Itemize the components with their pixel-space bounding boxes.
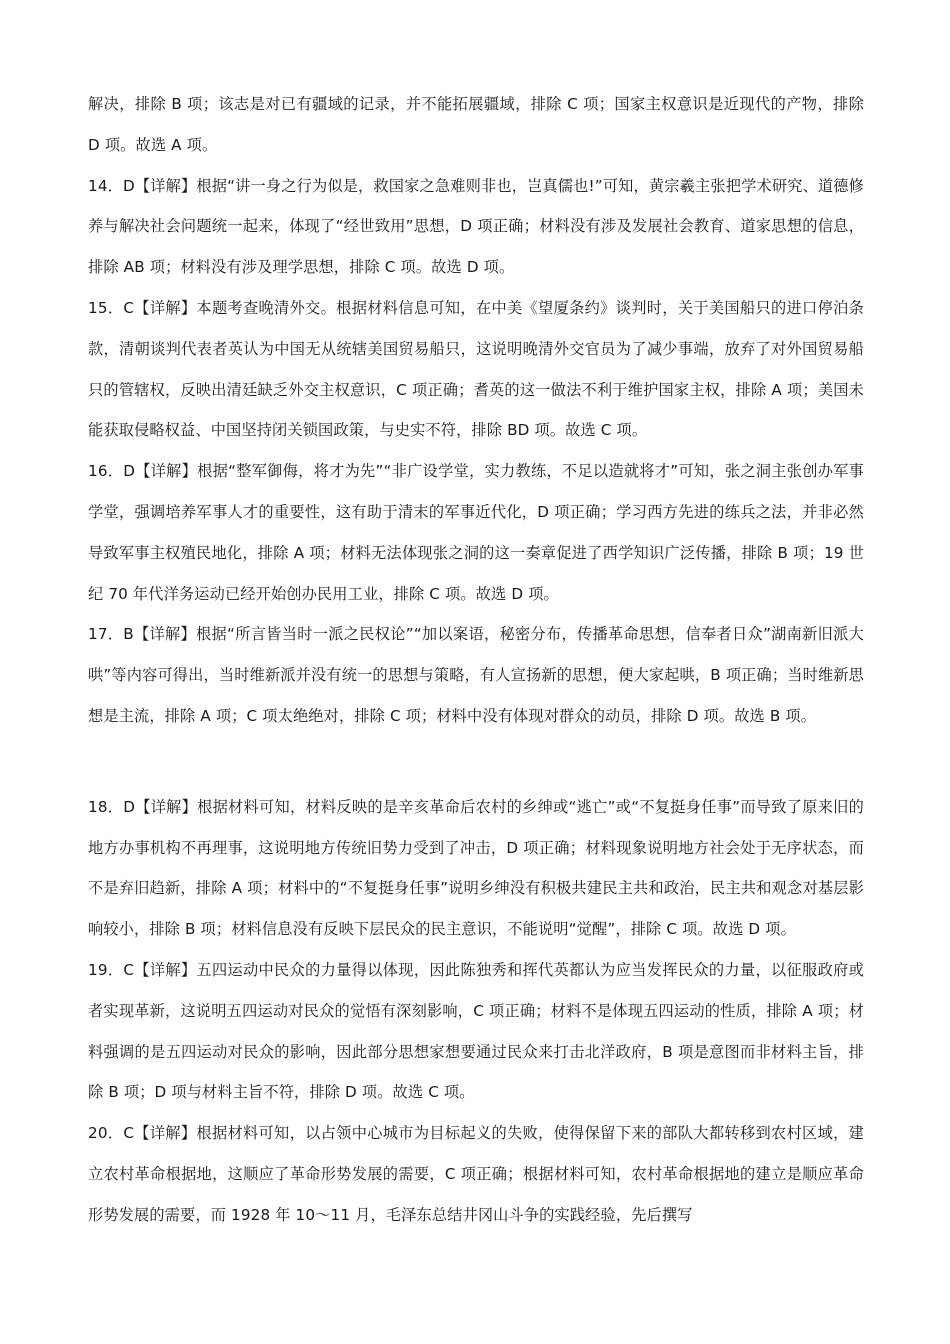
- answer-19: 19．C【详解】五四运动中民众的力量得以体现，因此陈独秀和挥代英都认为应当发挥民众的力量，以征服政府或者实现革新，这说明五四运动对民众的觉悟有深刻影响，C 项正确；材料不是体现五四运动的性质，排除 A 项；材料强调的是五四运动对民众的影响，因此部分思想家想要通过民众来打击北洋政府，B 项是意图而非材料主旨，排除 B 项；D 项与材料主旨不符，排除 D 项。故选 C 项。: [88, 960, 864, 1102]
- answer-20: 20．C【详解】根据材料可知，以占领中心城市为目标起义的失败，使得保留下来的部队大都转移到农村区域，建立农村革命根据地，这顺应了革命形势发展的需要，C 项正确；根据材料可知，农村革命根据地的建立是顺应革命形势发展的需要，而 1928 年 10～11 月，毛泽东总结井冈山斗争的实践经验，先后撰写: [88, 1124, 864, 1224]
- answer-16: 16．D【详解】根据“整军御侮，将才为先”“非广设学堂，实力教练，不足以造就将才”可知，张之洞主张创办军事学堂，强调培养军事人才的重要性，这有助于清末的军事近代化，D 项正确；学习西方先进的练兵之法，并非必然导致军事主权殖民地化，排除 A 项；材料无法体现张之洞的这一奏章促进了西学知识广泛传播，排除 B 项；19 世纪 70 年代洋务运动已经开始创办民用工业，排除 C 项。故选 D 项。: [88, 462, 864, 603]
- document-page: [88, 84, 864, 1236]
- answer-15: 15．C【详解】本题考查晚清外交。根据材料信息可知，在中美《望厦条约》谈判时，关于美国船只的进口停泊条款，清朝谈判代表者英认为中国无从统辖美国贸易船只，这说明晚清外交官员为了减少事端，放弃了对外国贸易船只的管辖权，反映出清廷缺乏外交主权意识，C 项正确；耆英的这一做法不利于维护国家主权，排除 A 项；美国未能获取侵略权益、中国坚持闭关锁国政策，与史实不符，排除 BD 项。故选 C 项。: [88, 298, 864, 440]
- answer-18: 18．D【详解】根据材料可知，材料反映的是辛亥革命后农村的乡绅或“逃亡”或“不复挺身任事”而导致了原来旧的地方办事机构不再理事，这说明地方传统旧势力受到了冲击，D 项正确；材料现象说明地方社会处于无序状态，而不是弃旧趋新，排除 A 项；材料中的“不复挺身任事”说明乡绅没有积极共建民主共和政治，民主共和观念对基层影响较小，排除 B 项；材料信息没有反映下层民众的民主意识，不能说明“觉醒”，排除 C 项。故选 D 项。: [88, 797, 864, 939]
- answer-13-continuation: 解决，排除 B 项；该志是对已有疆域的记录，并不能拓展疆域，排除 C 项；国家主权意识是近现代的产物，排除 D 项。故选 A 项。: [88, 95, 864, 154]
- answer-14: 14．D【详解】根据“讲一身之行为似是，救国家之急难则非也，岂真儒也!”可知，黄宗羲主张把学术研究、道德修养与解决社会问题统一起来，体现了“经世致用”思想，D 项正确；材料没有涉及发展社会教育、道家思想的信息，排除 AB 项；材料没有涉及理学思想，排除 C 项。故选 D 项。: [88, 176, 864, 277]
- answer-17: 17．B【详解】根据“所言皆当时一派之民权论”“加以案语，秘密分布，传播革命思想，信奉者日众”湖南新旧派大哄”等内容可得出，当时维新派并没有统一的思想与策略，有人宣扬新的思想，便大家起哄，B 项正确；当时维新思想是主流，排除 A 项；C 项太绝绝对，排除 C 项；材料中没有体现对群众的动员，排除 D 项。故选 B 项。: [88, 625, 864, 725]
- paragraph-gap: [88, 737, 864, 787]
